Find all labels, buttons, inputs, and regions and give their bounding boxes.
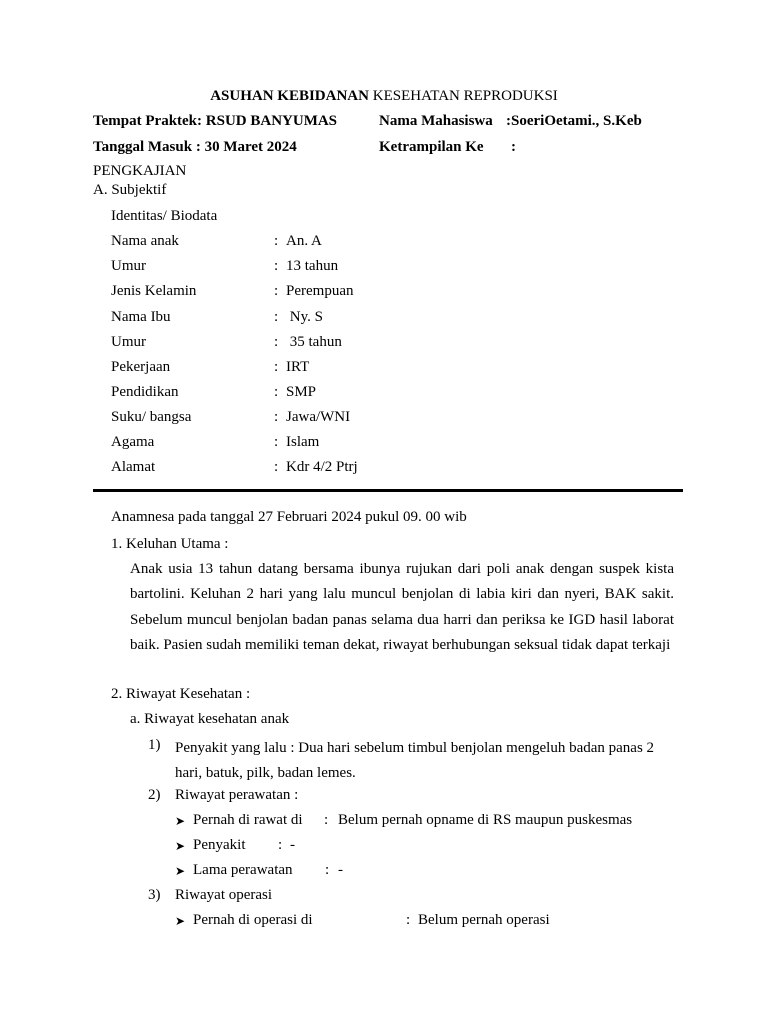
tempat-praktek: Tempat Praktek: RSUD BANYUMAS [93,113,338,129]
biodata-label: Nama Ibu [111,309,171,325]
biodata-colon: : [274,309,279,325]
title-regular: KESEHATAN REPRODUKSI [372,88,558,104]
biodata-label: Agama [111,434,155,450]
arrowhead-bullet-icon: ➤ [175,864,186,878]
biodata-colon: : [274,384,279,400]
biodata-value: Perempuan [286,283,354,299]
biodata-colon: : [274,409,279,425]
biodata-colon: : [274,434,279,450]
biodata-value: 35 tahun [286,334,342,350]
perawatan-value: - [290,837,295,853]
perawatan-label: Lama perawatan [193,862,293,878]
biodata-value: 13 tahun [286,258,339,274]
biodata-colon: : [274,334,279,350]
riwayat-operasi-heading: Riwayat operasi [175,887,273,903]
biodata-label: Suku/ bangsa [111,409,192,425]
riwayat-heading: 2. Riwayat Kesehatan : [111,686,251,702]
biodata-colon: : [274,283,279,299]
riwayat-anak-heading: a. Riwayat kesehatan anak [130,711,290,727]
biodata-value: IRT [286,359,310,375]
arrowhead-bullet-icon: ➤ [175,814,186,828]
nama-mahasiswa-value: :SoeriOetami., S.Keb [506,113,642,129]
biodata-colon: : [274,359,279,375]
item-number: 1) [148,737,161,753]
biodata-label: Nama anak [111,233,179,249]
ketrampilan-colon: : [511,139,516,155]
item-number: 2) [148,787,161,803]
perawatan-colon: : [278,837,283,853]
biodata-value: SMP [286,384,317,400]
biodata-colon: : [274,258,279,274]
biodata-label: Umur [111,258,146,274]
biodata-label: Pendidikan [111,384,179,400]
biodata-colon: : [274,459,279,475]
penyakit-lalu-text: Penyakit yang lalu : Dua hari sebelum timbul benjolan mengeluh badan panas 2 hari, batuk, pilk, badan lemes. [175,740,655,781]
anamnesa-line: Anamnesa pada tanggal 27 Februari 2024 pukul 09. 00 wib [111,509,467,525]
biodata-value: Ny. S [286,309,323,325]
keluhan-heading: 1. Keluhan Utama : [111,536,229,552]
operasi-value: Belum pernah operasi [418,912,550,928]
biodata-colon: : [274,233,279,249]
nama-mahasiswa-label: Nama Mahasiswa [379,113,493,129]
perawatan-value: - [338,862,343,878]
perawatan-colon: : [325,862,330,878]
perawatan-value: Belum pernah opname di RS maupun puskesmas [338,812,633,828]
pengkajian-heading: PENGKAJIAN [93,163,187,179]
document-title [0,87,768,105]
perawatan-label: Penyakit [193,837,246,853]
operasi-colon: : [406,912,411,928]
biodata-value: Jawa/WNI [286,409,351,425]
operasi-label: Pernah di operasi di [193,912,313,928]
arrowhead-bullet-icon: ➤ [175,839,186,853]
biodata-value: Kdr 4/2 Ptrj [286,459,358,475]
biodata-label: Umur [111,334,146,350]
title-bold: ASUHAN KEBIDANAN [210,88,369,104]
arrowhead-bullet-icon: ➤ [175,914,186,928]
biodata-label: Pekerjaan [111,359,171,375]
ketrampilan-label: Ketrampilan Ke [379,139,484,155]
biodata-label: Jenis Kelamin [111,283,197,299]
biodata-value: An. A [286,233,322,249]
tanggal-masuk: Tanggal Masuk : 30 Maret 2024 [93,139,297,155]
item-number: 3) [148,887,161,903]
section-divider [93,489,683,492]
identitas-heading: Identitas/ Biodata [111,208,218,224]
keluhan-paragraph: Anak usia 13 tahun datang bersama ibunya rujukan dari poli anak dengan suspek kista bartolini. Keluhan 2 hari yang lalu muncul benjolan di labia kiri dan nyeri, BAK sakit. Sebelum muncul benjolan badan panas selama dua harri dan periksa ke IGD hasil laborat baik. Pasien sudah memiliki teman dekat, riwayat berhubungan seksual tidak dapat terkaji [130,561,674,654]
riwayat-perawatan-heading: Riwayat perawatan : [175,787,299,803]
biodata-label: Alamat [111,459,156,475]
perawatan-label: Pernah di rawat di [193,812,303,828]
perawatan-colon: : [324,812,329,828]
subjektif-heading: A. Subjektif [93,182,167,198]
biodata-value: Islam [286,434,320,450]
